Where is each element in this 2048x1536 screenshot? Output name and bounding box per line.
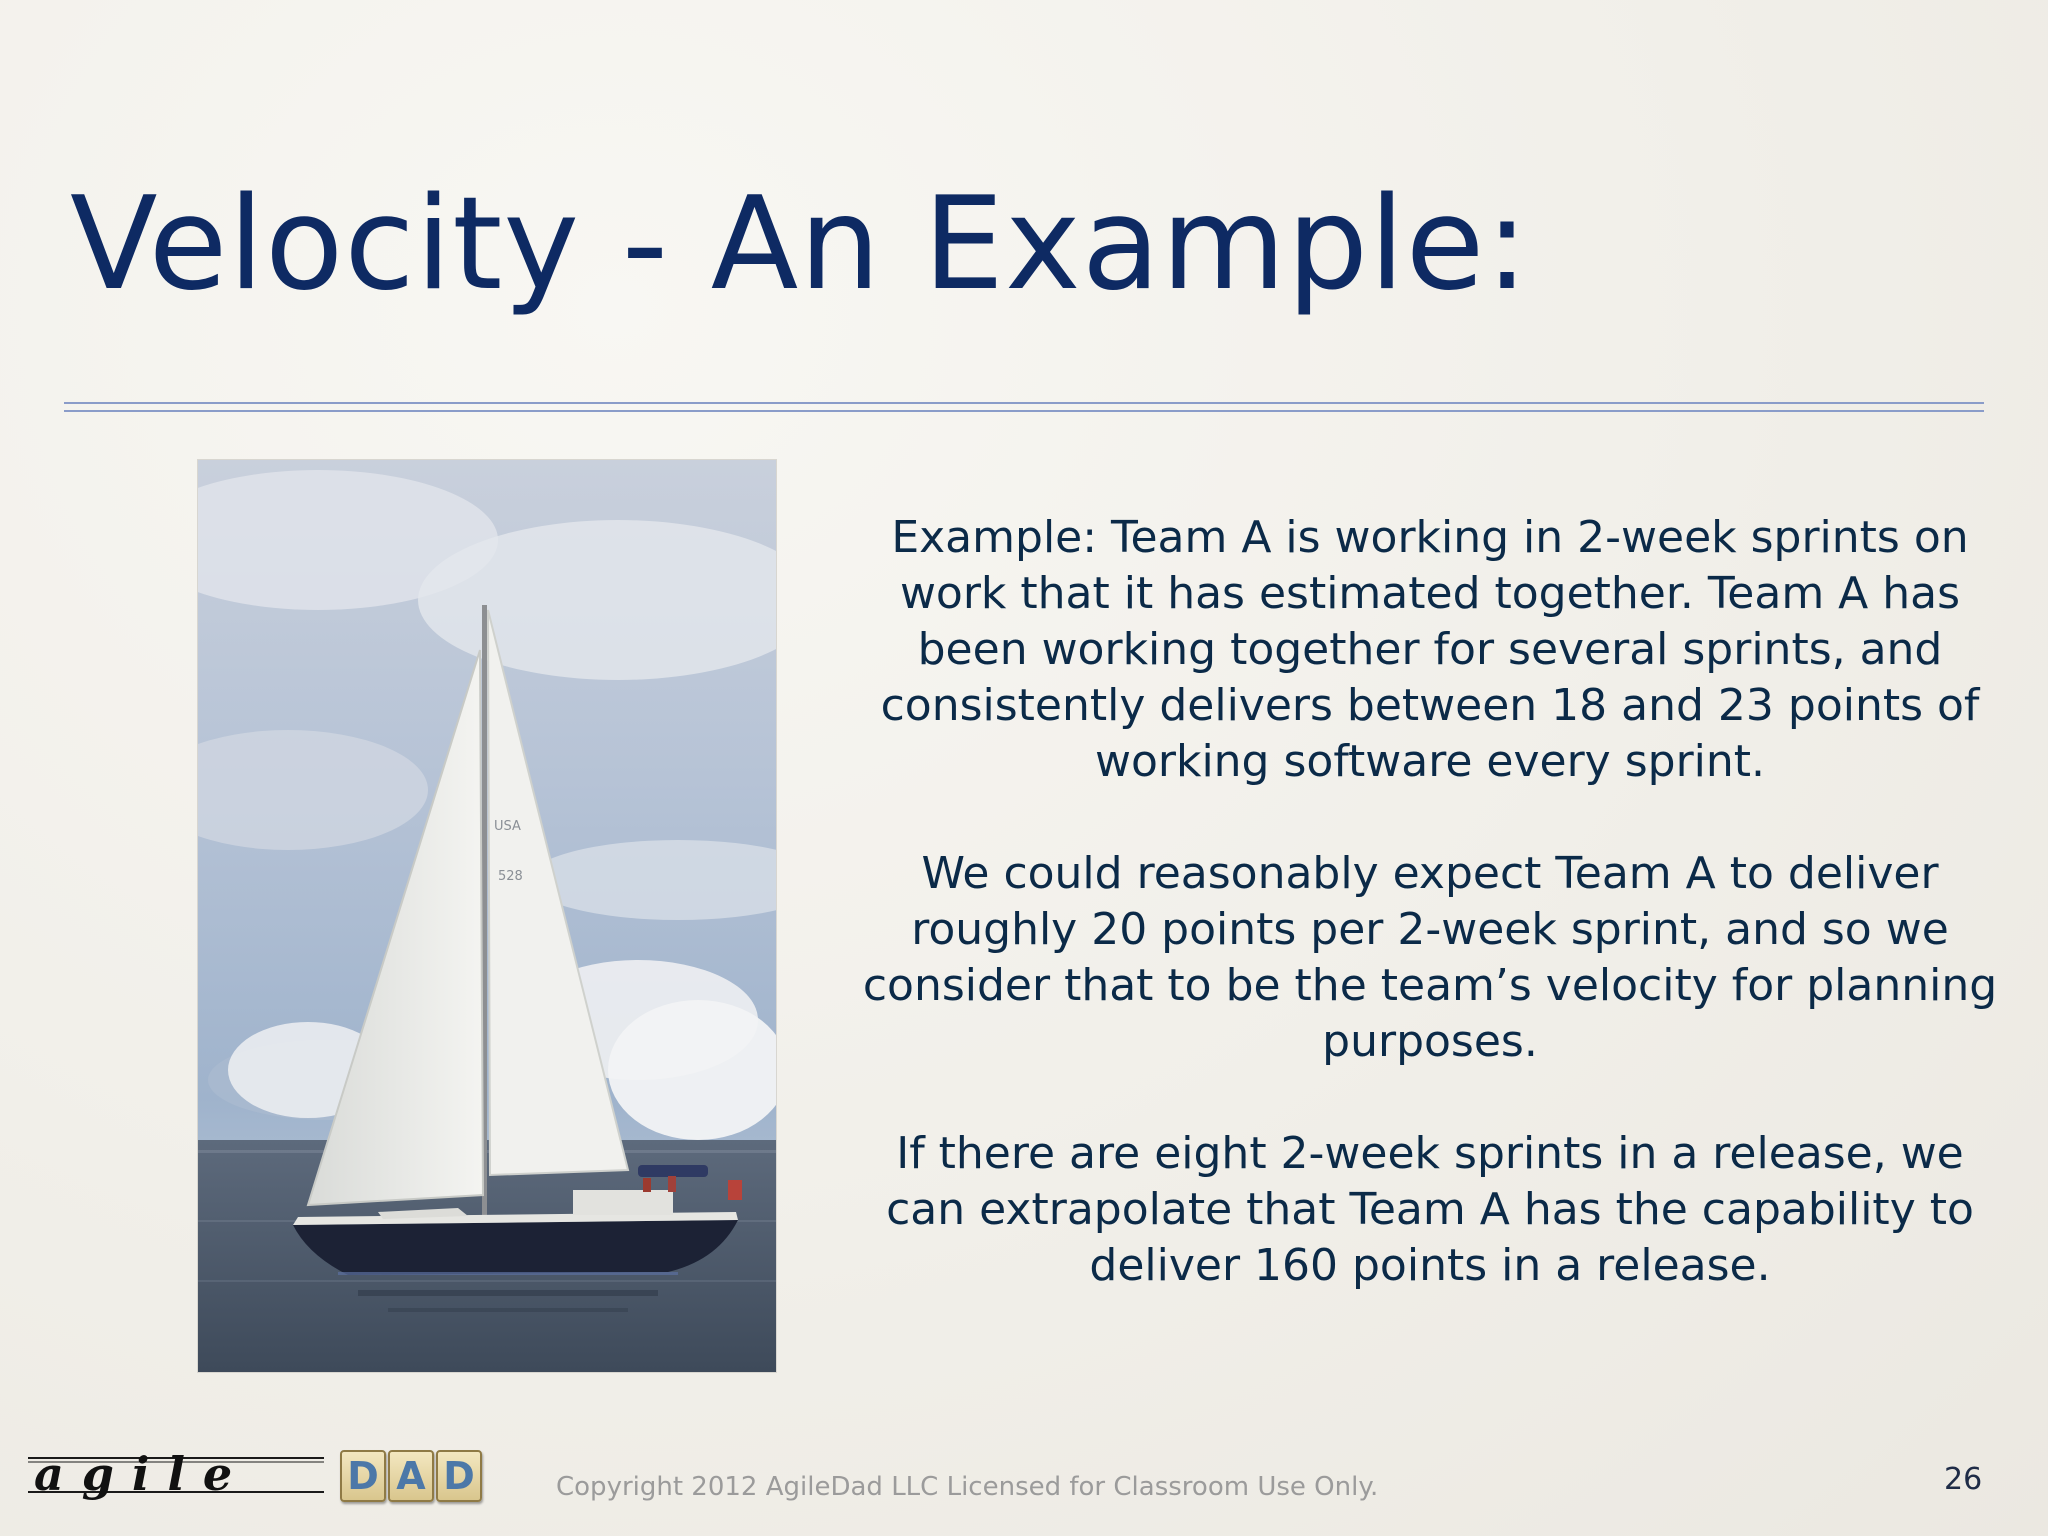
sailboat-photo [198,460,776,1372]
sail-number: 528 [498,869,523,884]
logo-tile-d2: D [436,1450,482,1502]
sail-mark: USA [494,819,521,834]
agiledad-logo [26,1448,506,1508]
agile-wordmark-icon [26,1448,334,1508]
page-number: 26 [1944,1462,1983,1497]
title-divider-bottom [64,410,1984,412]
paragraph-expectation: We could reasonably expect Team A to deliver roughly 20 points per 2-week sprint, and so we consider that to be the team’s velocity for planning purposes. [862,848,1998,1067]
body-text [860,510,2000,1294]
logo-tile-a: A [388,1450,434,1502]
slide-title: Velocity - An Example: [70,170,1530,319]
paragraph-example: Example: Team A is working in 2-week sprints on work that it has estimated together. Team A has been working together for several sprints, and consistently delivers between 18 and 23 points of working software every sprint. [880,512,1980,787]
copyright-notice: Copyright 2012 AgileDad LLC Licensed for Classroom Use Only. [556,1472,1379,1502]
title-divider-top [64,402,1984,404]
paragraph-extrapolation: If there are eight 2-week sprints in a release, we can extrapolate that Team A has the capability to deliver 160 points in a release. [886,1128,1974,1291]
logo-word: agile [34,1448,251,1501]
logo-tile-d1: D [340,1450,386,1502]
